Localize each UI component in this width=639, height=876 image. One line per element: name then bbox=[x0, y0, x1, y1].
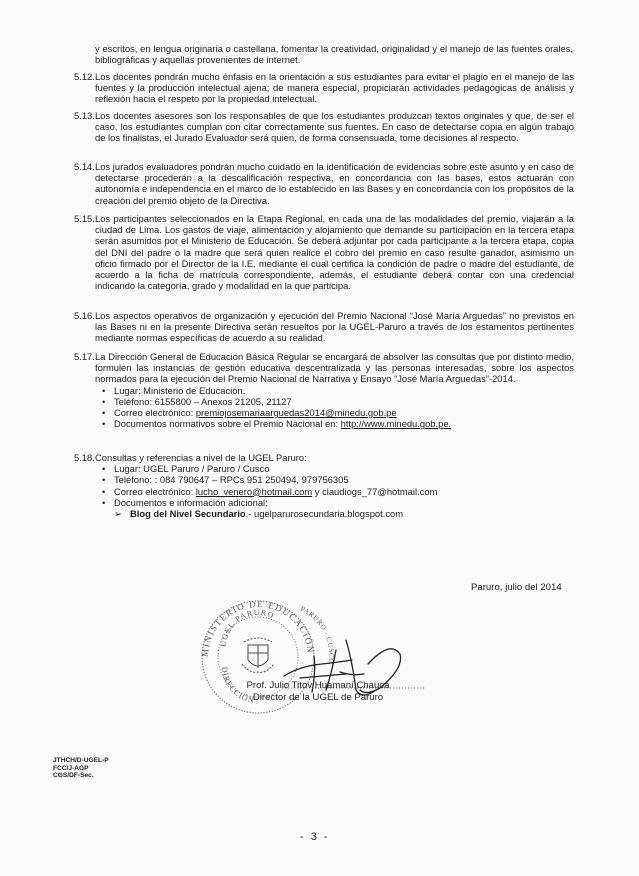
bullet-icon: • bbox=[102, 485, 106, 497]
list-item: • Correo electrónico: lucho_venero@hotmail.com y claudiogs_77@hotmail.com bbox=[102, 485, 438, 497]
seal-outer-text: MINISTERIO DE EDUCACIÓN bbox=[199, 598, 316, 658]
coat-of-arms-icon bbox=[242, 638, 274, 672]
reference-initials bbox=[53, 757, 109, 780]
clause-text: Los aspectos operativos de organización y ejecución del Premio Nacional “José María Arguedas” no previstos en las Bases ni en la presente Directiva serán resueltos por la UGEL-Paruro a través de los estamentos pertinentes mediante normas específicas de acuerdo a su realidad. bbox=[95, 310, 574, 344]
clause-number: 5.16. bbox=[74, 310, 95, 321]
list-item: • Lugar: UGEL Paruro / Paruro / Cusco bbox=[102, 463, 270, 475]
list-item: • Teléfono: 6155800 – Anexos 21205, 21127 bbox=[102, 395, 292, 407]
page-number: - 3 - bbox=[300, 831, 330, 843]
clause-text: Los docentes asesores son los responsables de que los estudiantes produzcan textos originales y que, de ser el caso, los estudiantes cumplan con citar correctamente sus fuentes. En caso de detectarse copia en algún trabajo de los finalistas, el Jurado Evaluador será quien, de forma consensuada, tome decisiones al respecto. bbox=[95, 110, 574, 144]
clause-number: 5.14. bbox=[74, 161, 95, 172]
list-item: • Documentos e información adicional: bbox=[102, 496, 268, 508]
initials-line: CGS/DF-Sec. bbox=[53, 772, 94, 780]
intro-paragraph: y escritos, en lengua originaria o castellana, fomentar la creatividad, originalidad y el manejo de las fuentes orales, bibliográficas y aquellas provenientes de internet. bbox=[95, 43, 573, 66]
clause-number: 5.17. bbox=[74, 351, 95, 362]
clause-number: 5.18. bbox=[74, 452, 95, 463]
clause-text: Los participantes seleccionados en la Etapa Regional, en cada una de las modalidades del premio, viajarán a la ciudad de Lima. Los gastos de viaje, alimentación y alojamiento que demande su participación en la tercera etapa serán asumidos por el Ministerio de Educación. Se deberá adjuntar por cada participante a la tercera etapa, copia del DNI del padre o la madre que será quien realice el cobro del premio en caso resulte ganador, asimismo un oficio firmado por el Director de la I.E. mediante el cual certifica la condición de padre o madre del estudiante, de acuerdo a la ficha de matrícula correspondiente, además, el estudiante deberá contar con una credencial indicando la categoría, grado y modalidad en la que participa. bbox=[95, 213, 574, 292]
initials-line: JTHCH/D-UGEL-P bbox=[53, 757, 109, 764]
email-link[interactable]: premiojosemariaarguedas2014@minedu.gob.pe bbox=[195, 407, 397, 419]
blog-label: Blog del Nivel Secundario bbox=[130, 508, 246, 520]
bullet-icon: • bbox=[102, 407, 106, 419]
email-link[interactable]: lucho_venero@hotmail.com bbox=[195, 485, 313, 497]
signer-name: Prof. Julio Titov Huamaní Chauca bbox=[246, 680, 390, 691]
initials-line: FCC/J-AGP bbox=[53, 764, 89, 772]
clause-text: Consultas y referencias a nivel de la UGEL Paruro: bbox=[95, 452, 307, 463]
bullet-icon: • bbox=[102, 496, 106, 508]
list-item: • Teléfono: : 084 790647 – RPCs 951 250494, 979756305 bbox=[102, 474, 349, 486]
bullet-icon: • bbox=[102, 384, 106, 396]
bullet-icon: • bbox=[102, 474, 106, 486]
clause-number: 5.15. bbox=[74, 213, 95, 224]
clause-text: Los jurados evaluadores pondrán mucho cuidado en la identificación de evidencias sobre este asunto y en caso de detectarse procederán a la descalificación respectiva, en concordancia con las bases, estos actuarán con autonomía e independencia en el marco de lo establecido en las Bases y en concordancia con los propósitos de la creación del premio objeto de la Directiva. bbox=[95, 161, 574, 206]
list-item: • Correo electrónico: premiojosemariaarguedas2014@minedu.gob.pe bbox=[102, 407, 397, 419]
signer-title: Director de la UGEL de Paruro bbox=[252, 692, 384, 703]
bullet-icon: • bbox=[102, 395, 106, 407]
seal-inner-bottom-text: DIRECCIÓN bbox=[219, 666, 256, 705]
blog-url[interactable]: .- ugelparurosecundaria.blogspot.com bbox=[245, 508, 404, 520]
clause-number: 5.12. bbox=[74, 71, 95, 82]
bullet-icon: • bbox=[102, 463, 106, 475]
list-item: • Documentos normativos sobre el Premio Nacional en: http://www.minedu.gob.pe. bbox=[102, 418, 452, 430]
place-date: Paruro, julio del 2014 bbox=[471, 582, 562, 593]
list-item: • Lugar: Ministerio de Educación. bbox=[102, 384, 246, 396]
bullet-icon: • bbox=[102, 418, 106, 430]
seal-right-text: PARURO - CUSCO bbox=[299, 604, 336, 665]
signature-block bbox=[198, 680, 438, 704]
clause-text: Los docentes pondrán mucho énfasis en la orientación a sus estudiantes para evitar el plagio en el manejo de las fuentes y la producción intelectual ajena; de manera especial, propiciarán actividades pedagógicas de análisis y reflexión hacia el respeto por la propiedad intelectual. bbox=[95, 71, 574, 105]
clause-number: 5.13. bbox=[74, 110, 95, 121]
arrow-icon: ➢ bbox=[114, 508, 122, 520]
seal-inner-top-text: UGEL PARURO bbox=[218, 607, 276, 648]
website-link[interactable]: http://www.minedu.gob.pe. bbox=[340, 418, 452, 430]
clause-text: La Dirección General de Educación Básica Regular se encargará de absolver las consultas que por distinto medio, formulen las instancias de gestión educativa descentralizada y las personas interesadas, sobre los aspectos normados para la ejecución del Premio Nacional de Narrativa y Ensayo “José María Arguedas”-2014. bbox=[95, 351, 574, 385]
